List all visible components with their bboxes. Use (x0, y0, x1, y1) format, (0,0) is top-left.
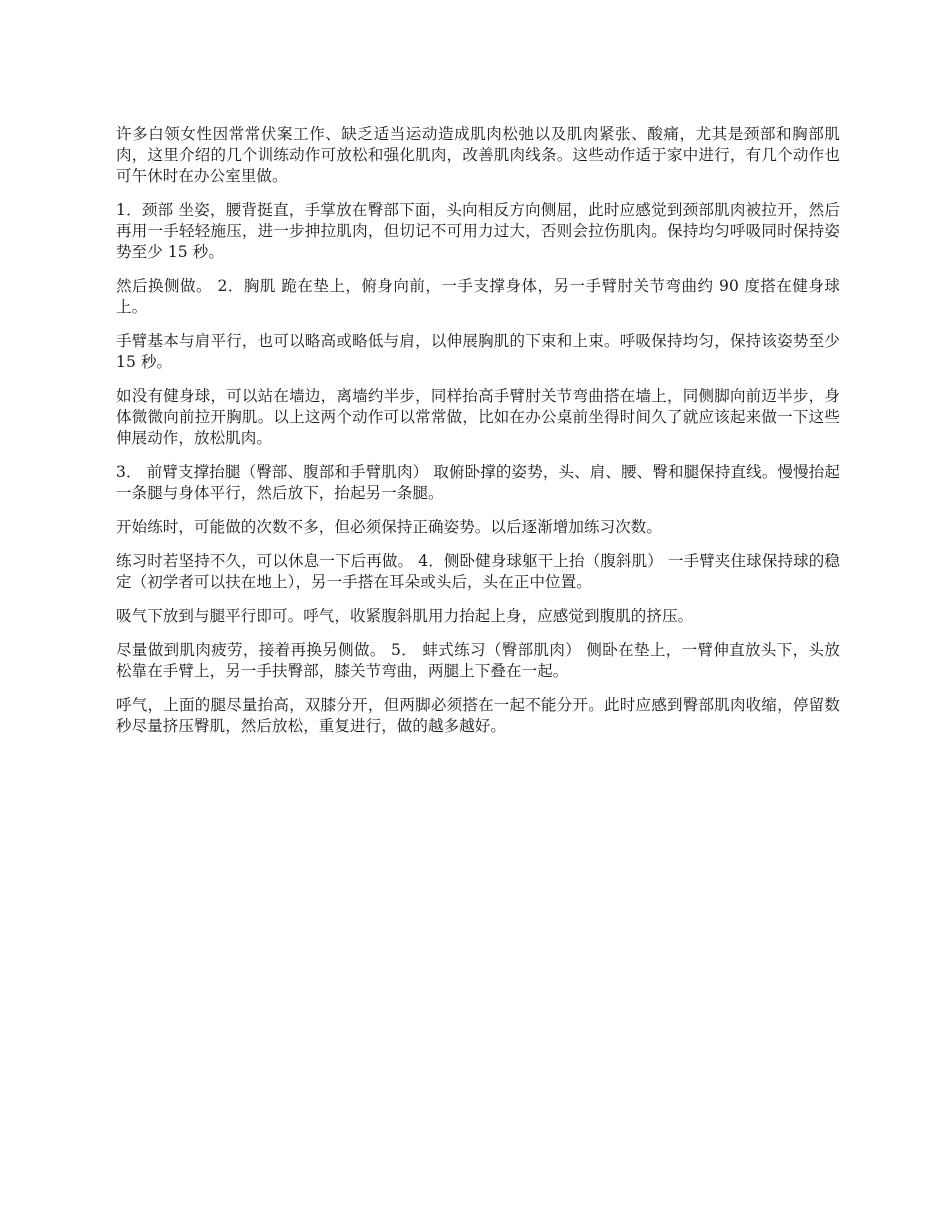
paragraph-chest: 然后换侧做。 2．胸肌 跪在垫上，俯身向前，一手支撑身体，另一手臂肘关节弯曲约 90 度搭在健身球上。 (116, 277, 840, 316)
paragraph-neck: 1．颈部 坐姿，腰背挺直，手掌放在臀部下面，头向相反方向侧屈，此时应感觉到颈部肌肉被拉开，然后再用一手轻轻施压，进一步抻拉肌肉，但切记不可用力过大，否则会拉伤肌肉。保持均匀呼吸同时保持姿势至少 15 秒。 (116, 201, 840, 261)
paragraph-plank-tips: 开始练时，可能做的次数不多，但必须保持正确姿势。以后逐渐增加练习次数。 (116, 518, 663, 536)
paragraph-chest-wall: 如没有健身球，可以站在墙边，离墙约半步，同样抬高手臂肘关节弯曲搭在墙上，同侧脚向前迈半步，身体微微向前拉开胸肌。以上这两个动作可以常常做，比如在办公桌前坐得时间久了就应该起来做一下这些伸展动作，放松肌肉。 (116, 387, 840, 447)
paragraph-side-ball-breath: 吸气下放到与腿平行即可。呼气，收紧腹斜肌用力抬起上身，应感觉到腹肌的挤压。 (116, 607, 694, 625)
paragraph-clamshell-detail: 呼气，上面的腿尽量抬高，双膝分开，但两脚必须搭在一起不能分开。此时应感到臀部肌肉收缩，停留数秒尽量挤压臀肌，然后放松，重复进行，做的越多越好。 (116, 696, 840, 735)
paragraph-side-ball: 练习时若坚持不久，可以休息一下后再做。 4．侧卧健身球躯干上抬（腹斜肌） 一手臂夹住球保持球的稳定（初学者可以扶在地上），另一手搭在耳朵或头后，头在正中位置。 (116, 552, 840, 591)
paragraph-chest-detail: 手臂基本与肩平行，也可以略高或略低与肩，以伸展胸肌的下束和上束。呼吸保持均匀，保持该姿势至少 15 秒。 (116, 332, 840, 371)
paragraph-forearm-plank: 3． 前臂支撑抬腿（臀部、腹部和手臂肌肉） 取俯卧撑的姿势，头、肩、腰、臀和腿保持直线。慢慢抬起一条腿与身体平行，然后放下，抬起另一条腿。 (116, 463, 840, 502)
paragraph-clamshell: 尽量做到肌肉疲劳，接着再换另侧做。 5． 蚌式练习（臀部肌肉） 侧卧在垫上，一臂伸直放头下，头放松靠在手臂上，另一手扶臀部，膝关节弯曲，两腿上下叠在一起。 (116, 641, 840, 680)
document-body (116, 124, 840, 750)
paragraph-intro: 许多白领女性因常常伏案工作、缺乏适当运动造成肌肉松弛以及肌肉紧张、酸痛，尤其是颈部和胸部肌肉，这里介绍的几个训练动作可放松和强化肌肉，改善肌肉线条。这些动作适于家中进行，有几个动作也可午休时在办公室里做。 (116, 125, 840, 185)
